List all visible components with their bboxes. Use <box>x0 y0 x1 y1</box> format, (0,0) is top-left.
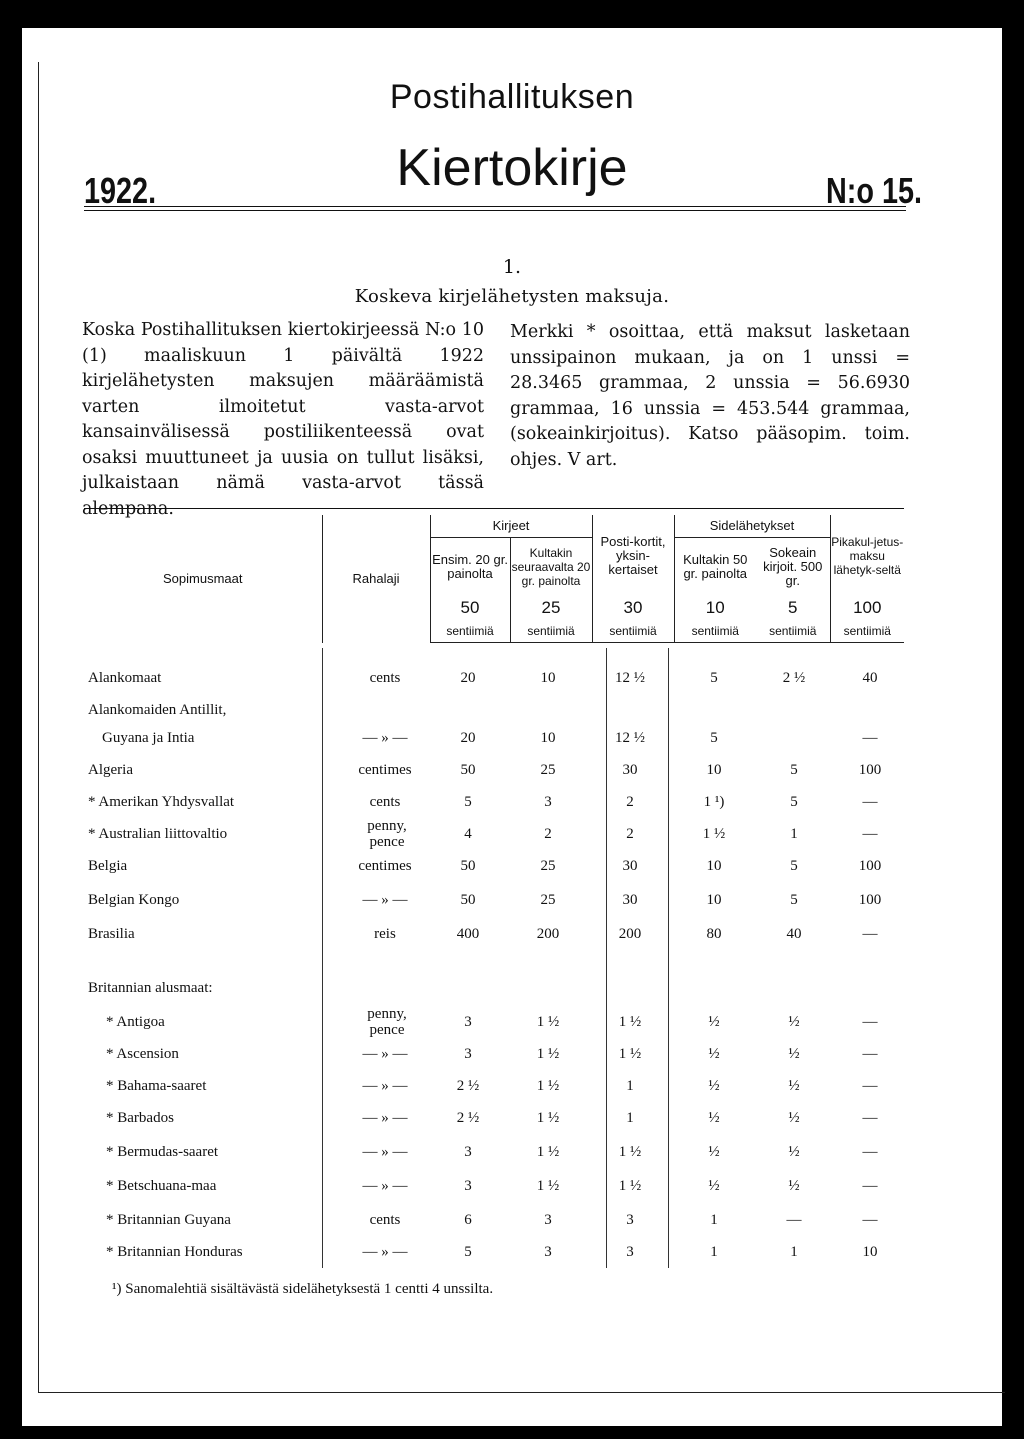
value-first: 5 <box>464 794 472 810</box>
value-next: 25 <box>540 858 556 874</box>
value-postcard: 2 <box>626 794 634 810</box>
value-printed: 5 <box>710 670 718 686</box>
currency: penny, pence <box>367 1006 407 1038</box>
next-value: 25 <box>510 596 592 620</box>
currency: cents <box>369 794 401 810</box>
value-express: — <box>862 1078 878 1094</box>
first-value: 50 <box>430 596 510 620</box>
value-blind: — <box>786 1212 802 1228</box>
country-name: Algeria <box>88 762 133 778</box>
value-blind: ½ <box>788 1078 800 1094</box>
currency: reis <box>374 926 396 942</box>
value-next: 3 <box>544 794 552 810</box>
col-first-header: Ensim. 20 gr. painolta <box>430 538 510 597</box>
value-next: 3 <box>544 1244 552 1260</box>
express-value: 100 <box>830 596 904 620</box>
value-first: 400 <box>456 926 480 942</box>
value-first: 4 <box>464 826 472 842</box>
country-name: Alankomaat <box>88 670 162 686</box>
document-page <box>22 28 1002 1426</box>
value-postcard: 1 ½ <box>618 1046 642 1062</box>
value-express: 100 <box>858 892 882 908</box>
value-postcard: 30 <box>622 858 638 874</box>
value-next: 1 ½ <box>536 1078 560 1094</box>
value-first: 3 <box>464 1046 472 1062</box>
value-blind: ½ <box>788 1110 800 1126</box>
col-currency-header: Rahalaji <box>322 515 430 643</box>
value-first: 2 ½ <box>456 1110 480 1126</box>
country-name: Alankomaiden Antillit, <box>88 702 227 718</box>
value-printed: 1 <box>710 1244 718 1260</box>
value-printed: ½ <box>708 1178 720 1194</box>
value-first: 50 <box>460 858 476 874</box>
table-row <box>84 1144 904 1178</box>
value-printed: 1 <box>710 1212 718 1228</box>
table-row <box>84 892 904 926</box>
section-subheading: Britannian alusmaat: <box>88 980 213 996</box>
table-row <box>84 1078 904 1112</box>
value-printed: ½ <box>708 1014 720 1030</box>
currency: — » — <box>362 892 408 908</box>
country-name: Guyana ja Intia <box>102 730 195 746</box>
value-printed: 1 ¹) <box>703 794 725 810</box>
table-row <box>84 926 904 960</box>
col-countries-header: Sopimusmaat <box>163 570 243 586</box>
value-blind: 5 <box>790 794 798 810</box>
table-row <box>84 730 904 764</box>
col-next-header: Kultakin seuraavalta 20 gr. painolta <box>510 538 592 597</box>
value-next: 1 ½ <box>536 1178 560 1194</box>
value-postcard: 1 ½ <box>618 1014 642 1030</box>
printed-each-value: 10 <box>674 596 756 620</box>
value-printed: 10 <box>706 762 722 778</box>
value-blind: ½ <box>788 1144 800 1160</box>
value-express: — <box>862 1212 878 1228</box>
table-row <box>84 1110 904 1144</box>
value-postcard: 30 <box>622 762 638 778</box>
value-printed: 5 <box>710 730 718 746</box>
value-blind: 2 ½ <box>782 670 806 686</box>
section-title: Koskeva kirjelähetysten maksuja. <box>354 286 670 307</box>
currency: — » — <box>362 730 408 746</box>
value-blind: ½ <box>788 1014 800 1030</box>
value-express: — <box>862 1144 878 1160</box>
value-first: 50 <box>460 762 476 778</box>
currency: penny, pence <box>367 818 407 850</box>
value-first: 3 <box>464 1014 472 1030</box>
header-rule <box>84 206 906 207</box>
value-postcard: 12 ½ <box>615 730 645 746</box>
col-printed-header: Sidelähetykset <box>674 515 830 538</box>
value-first: 3 <box>464 1178 472 1194</box>
country-name: * Australian liittovaltio <box>88 826 228 842</box>
country-name: * Betschuana-maa <box>106 1178 217 1194</box>
currency: centimes <box>358 858 412 874</box>
postcards-value: 30 <box>592 596 674 620</box>
value-express: — <box>862 1014 878 1030</box>
value-express: — <box>862 1110 878 1126</box>
intro-right-paragraph: Merkki * osoittaa, että maksut lasketaan unssipainon mukaan, ja on 1 unssi = 28.3465 grammaa, 2 unssia = 56.6930 grammaa, 16 unssia = 453.544 grammaa, (sokeainkirjoitus). Katso pääsopim. toim. ohjes. V art. <box>510 322 910 470</box>
value-express: 100 <box>858 762 882 778</box>
value-postcard: 3 <box>626 1212 634 1228</box>
value-first: 3 <box>464 1144 472 1160</box>
value-express: 40 <box>862 670 878 686</box>
col-blind-header: Sokeain kirjoit. 500 gr. <box>763 545 823 588</box>
value-printed: 80 <box>706 926 722 942</box>
table-row <box>84 980 904 1014</box>
value-blind: 5 <box>790 858 798 874</box>
value-printed: 1 ½ <box>702 826 726 842</box>
header-number: N:o 15. <box>825 170 922 211</box>
country-name: * Amerikan Yhdysvallat <box>88 794 235 810</box>
currency: — » — <box>362 1110 408 1126</box>
value-blind: 5 <box>790 892 798 908</box>
value-blind: 5 <box>790 762 798 778</box>
country-name: Brasilia <box>88 926 135 942</box>
value-printed: ½ <box>708 1144 720 1160</box>
value-postcard: 1 <box>626 1078 634 1094</box>
country-name: * Britannian Guyana <box>106 1212 231 1228</box>
country-name: * Bermudas-saaret <box>106 1144 219 1160</box>
value-express: — <box>862 794 878 810</box>
header-publisher: Postihallituksen <box>389 78 635 116</box>
table-row <box>84 1244 904 1278</box>
col-printed-each-header: Kultakin 50 gr. painolta <box>674 538 756 597</box>
value-blind: 1 <box>790 1244 798 1260</box>
value-blind: 1 <box>790 826 798 842</box>
unit-label: sentiimiä <box>756 620 830 643</box>
currency: — » — <box>362 1046 408 1062</box>
footnote: ¹) Sanomalehtiä sisältävästä sidelähetyksestä 1 centti 4 unssilta. <box>112 1281 494 1297</box>
value-first: 20 <box>460 670 476 686</box>
value-printed: ½ <box>708 1046 720 1062</box>
value-next: 200 <box>536 926 560 942</box>
rates-table-header <box>84 508 904 643</box>
header-year: 1922. <box>84 170 157 211</box>
col-letters-header: Kirjeet <box>430 515 592 538</box>
value-express: 100 <box>858 858 882 874</box>
section-number: 1. <box>502 256 522 278</box>
value-blind: ½ <box>788 1046 800 1062</box>
value-first: 2 ½ <box>456 1078 480 1094</box>
value-first: 5 <box>464 1244 472 1260</box>
value-next: 1 ½ <box>536 1110 560 1126</box>
country-name: * Bahama-saaret <box>106 1078 207 1094</box>
value-express: — <box>862 730 878 746</box>
table-row <box>84 794 904 828</box>
blind-value: 5 <box>788 598 798 617</box>
value-printed: ½ <box>708 1078 720 1094</box>
value-blind: ½ <box>788 1178 800 1194</box>
col-express-header: Pikakul-jetus-maksu lähetyk-seltä <box>830 515 904 596</box>
unit-label: sentiimiä <box>830 620 904 643</box>
value-postcard: 30 <box>622 892 638 908</box>
table-row <box>84 670 904 704</box>
value-next: 25 <box>540 762 556 778</box>
col-postcards-header: Posti-kortit, yksin-kertaiset <box>592 515 674 596</box>
currency: — » — <box>362 1244 408 1260</box>
unit-label: sentiimiä <box>674 620 756 643</box>
header-rule-double <box>84 210 906 211</box>
country-name: * Ascension <box>106 1046 179 1062</box>
unit-label: sentiimiä <box>592 620 674 643</box>
value-first: 50 <box>460 892 476 908</box>
value-printed: ½ <box>708 1110 720 1126</box>
value-postcard: 3 <box>626 1244 634 1260</box>
value-next: 2 <box>544 826 552 842</box>
currency: centimes <box>358 762 412 778</box>
value-printed: 10 <box>706 858 722 874</box>
value-next: 1 ½ <box>536 1014 560 1030</box>
currency: cents <box>369 670 401 686</box>
value-postcard: 200 <box>618 926 642 942</box>
value-first: 6 <box>464 1212 472 1228</box>
value-postcard: 1 ½ <box>618 1178 642 1194</box>
country-name: * Barbados <box>106 1110 174 1126</box>
value-express: — <box>862 826 878 842</box>
country-name: * Antigoa <box>106 1014 165 1030</box>
country-name: Belgian Kongo <box>88 892 180 908</box>
table-row <box>84 858 904 892</box>
value-express: — <box>862 1178 878 1194</box>
currency: cents <box>369 1212 401 1228</box>
value-postcard: 12 ½ <box>615 670 645 686</box>
value-next: 1 ½ <box>536 1046 560 1062</box>
table-row <box>84 1006 904 1048</box>
value-express: 10 <box>862 1244 878 1260</box>
value-printed: 10 <box>706 892 722 908</box>
value-express: — <box>862 1046 878 1062</box>
value-postcard: 1 ½ <box>618 1144 642 1160</box>
value-postcard: 2 <box>626 826 634 842</box>
country-name: Belgia <box>88 858 128 874</box>
currency: — » — <box>362 1078 408 1094</box>
value-next: 25 <box>540 892 556 908</box>
value-blind: 40 <box>786 926 802 942</box>
value-postcard: 1 <box>626 1110 634 1126</box>
value-first: 20 <box>460 730 476 746</box>
table-row <box>84 1212 904 1246</box>
table-row <box>84 818 904 860</box>
table-row <box>84 1178 904 1212</box>
value-express: — <box>862 926 878 942</box>
header-title: Kiertokirje <box>396 139 628 197</box>
table-row <box>84 762 904 796</box>
value-next: 1 ½ <box>536 1144 560 1160</box>
value-next: 3 <box>544 1212 552 1228</box>
value-next: 10 <box>540 670 556 686</box>
table-row <box>84 1046 904 1080</box>
unit-label: sentiimiä <box>510 620 592 643</box>
value-next: 10 <box>540 730 556 746</box>
unit-label: sentiimiä <box>430 620 510 643</box>
country-name: * Britannian Honduras <box>106 1244 243 1260</box>
intro-left-paragraph: Koska Postihallituksen kiertokirjeessä N:o 10 (1) maaliskuun 1 päivältä 1922 kirjelähetysten maksujen määräämistä varten ilmoitetut vasta-arvot kansainvälisessä postiliikenteessä ovat osaksi muuttuneet ja uusia on tullut lisäksi, julkaistaan nämä vasta-arvot tässä alempana. <box>82 320 484 519</box>
currency: — » — <box>362 1144 408 1160</box>
currency: — » — <box>362 1178 408 1194</box>
